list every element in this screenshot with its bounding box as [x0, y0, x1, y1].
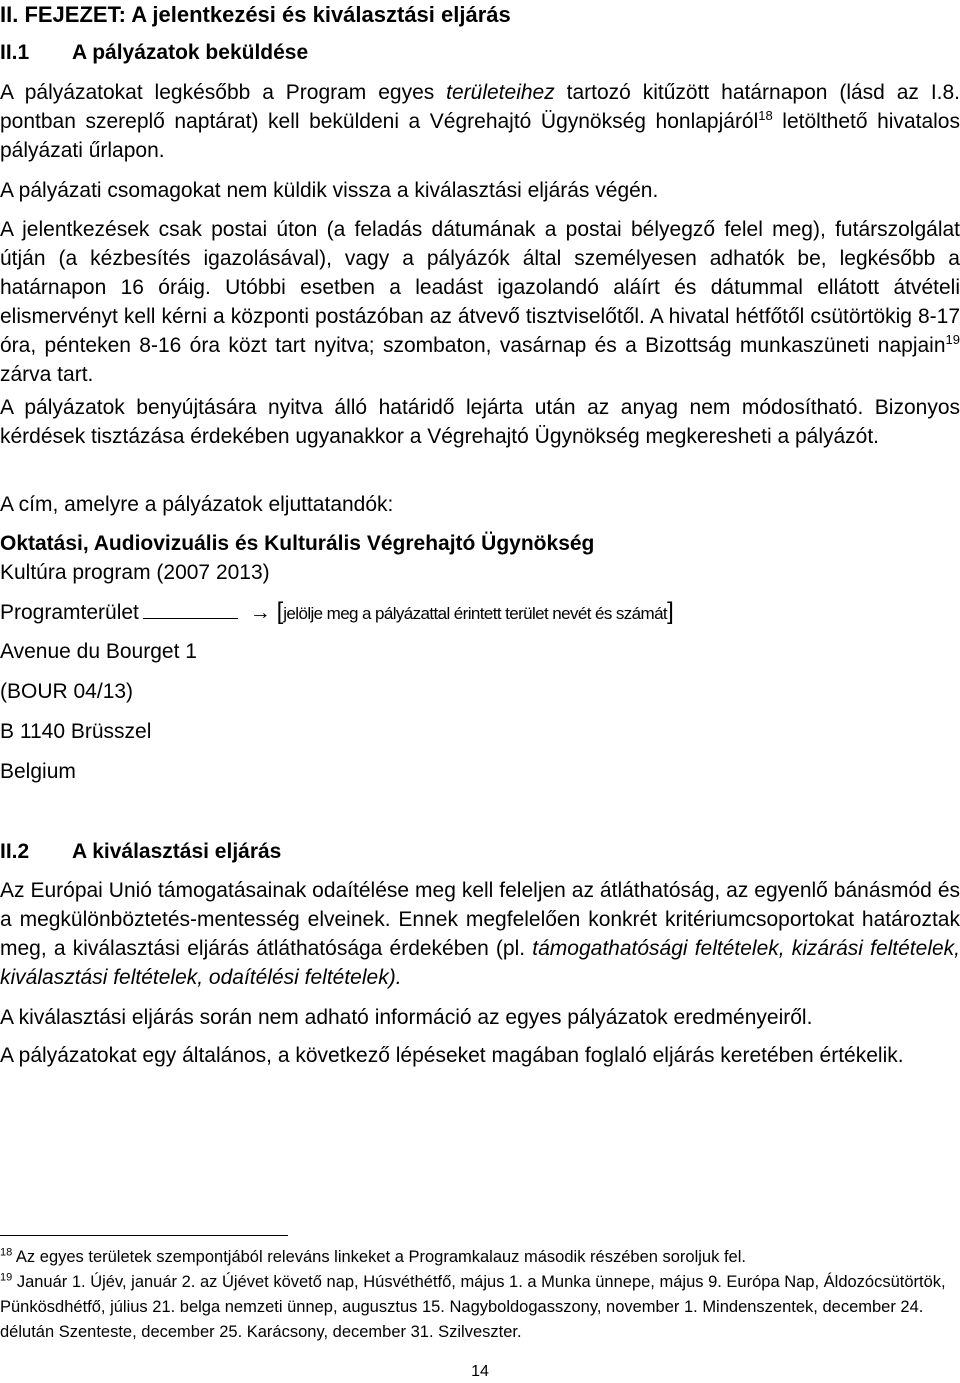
address-street: Avenue du Bourget 1 [0, 640, 197, 663]
address-program: Kultúra program (2007 2013) [0, 561, 270, 584]
italic-run: támogathatósági feltételek, kizárási feltételek, kiválasztási feltételek, odaítélési feltételek). [0, 937, 960, 989]
footnote-separator [0, 1235, 288, 1236]
text-run: zárva tart. [0, 363, 94, 386]
footnote-number: 19 [0, 1271, 13, 1284]
address-country: Belgium [0, 760, 76, 783]
text-run: A jelentkezések csak postai úton (a feladás dátumának a postai bélyegző felel meg), futárszolgálat útján (a kézbesítés igazolásával), vagy a pályázók által személyesen adhatók be, legkésőbb a határnapon 16 óráig. Utóbbi esetben a leadást igazolandó aláírt és dátummal ellátott átvételi elismervényt kell kérni a központi postázóban az átvevő tisztviselőtől. A hivatal hétfőtől csütörtökig 8-17 óra, pénteken 8-16 óra közt tart nyitva; szombaton, vasárnap és a Bizottság munkaszüneti napjain [0, 218, 960, 357]
bracket-close: ] [667, 598, 674, 625]
paragraph-no-modification: A pályázatok benyújtására nyitva álló határidő lejárta után az anyag nem módosítható. Bizonyos kérdések tisztázása érdekében ugyanakkor a Végrehajtó Ügynökség megkeresheti a pályázót. [0, 396, 960, 448]
footnote-ref-19: 19 [945, 332, 960, 347]
paragraph-submission-deadline [0, 78, 960, 165]
footnote-number: 18 [0, 1246, 13, 1259]
section-number: II.1 [0, 41, 30, 64]
paragraph-submission-methods [0, 215, 960, 389]
fill-in-blank [143, 600, 238, 619]
section-title: A pályázatok beküldése [72, 41, 309, 64]
page-number: 14 [471, 1363, 489, 1380]
section-title: A kiválasztási eljárás [72, 840, 282, 863]
address-building: (BOUR 04/13) [0, 680, 134, 703]
paragraph-address-intro: A cím, amelyre a pályázatok eljuttatandók: [0, 493, 394, 516]
footnote-text: Az egyes területek szempontjából releváns linkeket a Programkalauz második részében soroljuk fel. [12, 1248, 746, 1266]
field-instruction: jelölje meg a pályázattal érintett terület nevét és számát [283, 604, 668, 623]
section-heading-1 [0, 38, 960, 67]
italic-run: területeihez [446, 81, 555, 104]
paragraph-packages-not-returned: A pályázati csomagokat nem küldik vissza a kiválasztási eljárás végén. [0, 179, 659, 202]
address-agency: Oktatási, Audiovizuális és Kulturális Végrehajtó Ügynökség [0, 532, 595, 555]
section-heading-2 [0, 837, 960, 866]
text-run: tartozó kitűzött határnapon (lásd az I.8. pontban szereplő naptárat) kell beküldeni a Végrehajtó Ügynökség honlapjáról [0, 81, 960, 133]
text-run: A pályázatokat legkésőbb a Program egyes [0, 81, 447, 104]
text-run: letölthető hivatalos pályázati űrlapon. [0, 110, 960, 162]
address-city: B 1140 Brüsszel [0, 720, 152, 743]
chapter-title: II. FEJEZET: A jelentkezési és kiválasztási eljárás [0, 2, 511, 27]
arrow-icon: → [249, 601, 271, 624]
address-field-line [0, 597, 674, 628]
footnote-19 [0, 1270, 960, 1345]
paragraph-transparency [0, 876, 960, 992]
bracket-open: [ [276, 598, 284, 625]
footnote-18 [0, 1245, 960, 1270]
field-label: Programterület [0, 601, 139, 624]
text-run: Az Európai Unió támogatásainak odaítélése meg kell feleljen az átláthatóság, az egyenlő bánásmód és a megkülönböztetés-mentesség elveinek. Ennek megfelelően konkrét kritériumcsoportokat határoztak meg, a kiválasztási eljárás átláthatósága érdekében (pl. [0, 879, 960, 960]
footnote-ref-18: 18 [758, 108, 773, 123]
paragraph-no-information: A kiválasztási eljárás során nem adható információ az egyes pályázatok eredményeiről. [0, 1006, 813, 1029]
footnote-text: Január 1. Újév, január 2. az Újévet követő nap, Húsvéthétfő, május 1. a Munka ünnepe, május 9. Európa Nap, Áldozócsütörtök, Pünkösdhétfő, július 21. belga nemzeti ünnep, augusztus 15. Nagyboldogasszony, november 1. Mindenszentek, december 24. délután Szenteste, december 25. Karácsony, december 31. Szilveszter. [0, 1273, 946, 1341]
section-number: II.2 [0, 840, 30, 863]
paragraph-evaluation: A pályázatokat egy általános, a következő lépéseket magában foglaló eljárás keretében értékelik. [0, 1044, 904, 1067]
